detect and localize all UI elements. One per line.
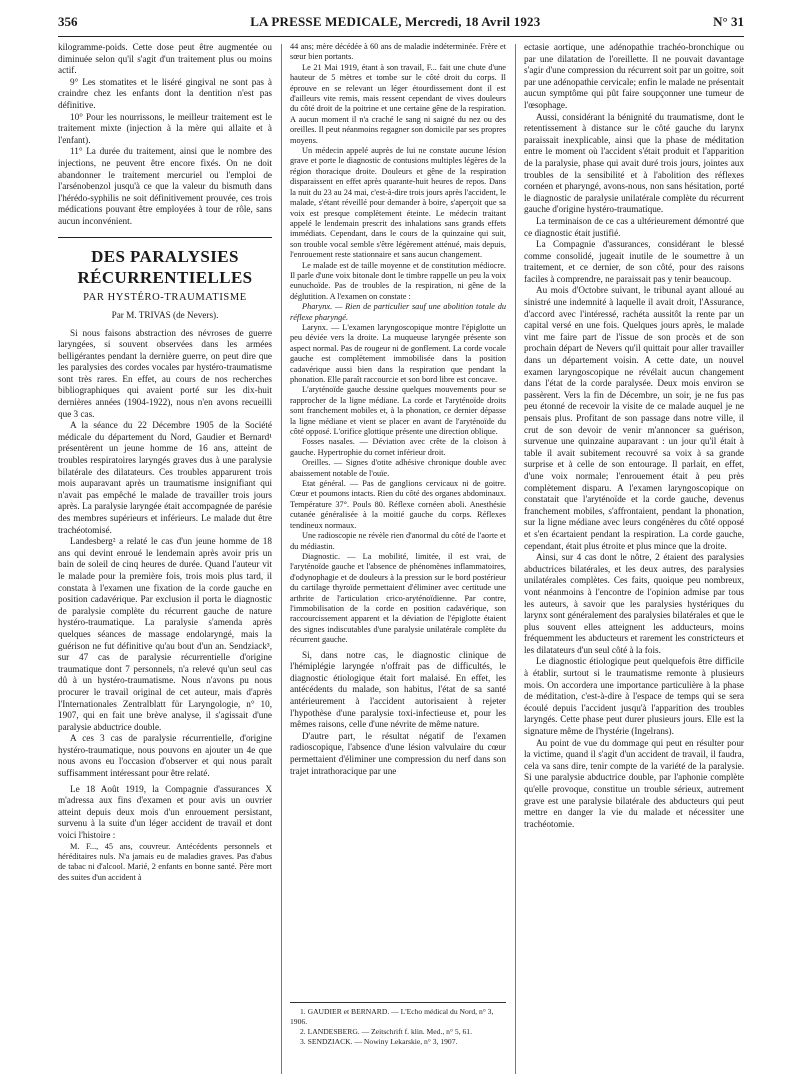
paragraph: A ces 3 cas de paralysie récurrentielle, d'origine hystéro-traumatique, nous pouvons en ajouter un 4e que nous avons eu l'occasion d'observer et qui nous paraît suffisamment intéressant pour être relaté.	[58, 733, 272, 779]
footnotes	[290, 1002, 506, 1047]
case-paragraph: 44 ans; mère décédée à 60 ans de maladie indéterminée. Frère et sœur bien portants.	[290, 42, 506, 62]
issue-number: N° 31	[713, 14, 744, 29]
paragraph: 10° Pour les nourrissons, le meilleur traitement est le traitement mixte (injection à la mère qui allaite et à l'enfant).	[58, 111, 272, 145]
paragraph: Au point de vue du dommage qui peut en résulter pour la victime, quand il s'agit d'un accident de travail, il faudra, cela va sans dire, tenir compte de la variété de la paralysie. Si une paralysie abductrice double, par l'aphonie complète qu'elle provoque, constitue un trouble sérieux, autrement grave est une paralysie bilatérale des abducteurs qui peut mettre en danger la vie du malade et nécessiter une trachéotomie.	[524, 737, 744, 829]
journal-title: LA PRESSE MEDICALE, Mercredi, 18 Avril 1923	[250, 14, 541, 29]
case-paragraph: Un médecin appelé auprès de lui ne constate aucune lésion grave et porte le diagnostic de contusions multiples légères de la région thoracique droite. Douleurs et gêne de la respiration disparaissent en effet après quarante-huit heures de repos. Dans la nuit du 23 au 24 mai, c'est-à-dire trois jours après l'accident, le malade, s'étant réveillé pour demander à boire, s'aperçoit que sa voix est presque complètement éteinte. Le médecin traitant appelé le lendemain prescrit des inhalations sans grands effets immédiats. Cependant, dans le cours de la quinzaine qui suit, son trouble vocal semble s'être légèrement atténué, mais depuis, l'enrouement reste stationnaire et sans aucun changement.	[290, 146, 506, 260]
column-1	[58, 42, 272, 1074]
footnote: 2. LANDESBERG. — Zeitschrift f. klin. Med., n° 5, 61.	[300, 1027, 472, 1036]
footnote: 3. SENDZIACK. — Nowiny Lekarskie, n° 3, 1907.	[300, 1037, 458, 1046]
paragraph: La Compagnie d'assurances, considérant le blessé comme consolidé, jugeait inutile de le soumettre à un traitement, et ce dernier, de son côté, pour des raisons faciles à comprendre, ne paraissait pas y tenir beaucoup.	[524, 239, 744, 284]
case-paragraph: Larynx. — L'examen laryngoscopique montre l'épiglotte un peu déviée vers la droite. La muqueuse laryngée présente son aspect normal. Pas de rougeur ni de gonflement. La corde vocale gauche est complètement immobilisée dans la position cadavérique aussi bien dans la respiration que pendant la phonation. Elle paraît raccourcie et son bord libre est concave.	[290, 322, 506, 384]
paragraph: Landesberg² a relaté le cas d'un jeune homme de 18 ans qui devint enroué le lendemain après avoir pris un bain de soleil de cinq heures de durée. Quand l'auteur vit le malade pour la première fois, trois mois plus tard, il constata à l'examen une fixation de la corde gauche en position cadavérique. Par exclusion il porta le diagnostic de paralysie complète du récurrent gauche de nature hystéro-traumatique. La paralysie s'amenda après quelques séances de massage endolaryngé, mais la guérison ne fut définitive qu'au bout d'un an. Sendziack³, sur 47 cas de paralysie récurrentielle d'origine traumatique dont 7 personnels, n'a relevé qu'un seul cas dû à un hystéro-traumatisme. Nous n'avons pu nous procurer le travail original de cet auteur, mais d'après l'Internationales Zentralblatt für Laryngologie, n° 10, 1907, qui en fait une brève analyse, il s'agissait d'une paralysie abductrice double.	[58, 536, 272, 732]
case-paragraph: Pharynx. — Rien de particulier sauf une abolition totale du réflexe pharyngé.	[290, 302, 506, 322]
paragraph: 11° La durée du traitement, ainsi que le nombre des injections, ne peuvent être encore fixés. On ne doit abandonner le traitement mercuriel ou l'emploi de l'arsénobenzol jusqu'à ce que la valeur du bismuth dans l'hérédo-syphilis ne soit définitivement prouvée, ces trois médications pouvant être employées à tour de rôle, sans aucun inconvénient.	[58, 146, 272, 226]
paragraph: D'autre part, le résultat négatif de l'examen radioscopique, l'absence d'une lésion valvulaire du cœur permettaient d'éliminer une compression du nerf dans son trajet intrathoracique par une	[290, 730, 506, 776]
column-divider	[515, 44, 516, 1074]
paragraph: Le 18 Août 1919, la Compagnie d'assurances X m'adressa aux fins d'examen et pour avis un ouvrier atteint depuis deux mois d'un enrouement persistant, survenu à la suite d'un léger accident de travail et dont voici l'histoire :	[58, 783, 272, 841]
case-history: M. F..., 45 ans, couvreur. Antécédents personnels et héréditaires nuls. N'a jamais eu de maladies graves. Pas d'abus de tabac ni d'alcool. Marié, 2 enfants en bonne santé. Père mort des suites d'un accident à	[58, 841, 272, 882]
paragraph: Ainsi, sur 4 cas dont le nôtre, 2 étaient des paralysies abductrices bilatérales, et les deux autres, des paralysies unilatérales complètes. Ces faits, quoique peu nombreux, vont néanmoins à l'encontre de l'opinion admise par tous les auteurs, à savoir que les paralysies hystériques du larynx sont généralement des paralysies bilatérales et que le plus souvent elles atteignent les adducteurs, moins fréquemment les abducteurs et rarement les constricteurs et les dilatateurs d'un seul côté à la fois.	[524, 552, 744, 655]
article-title-line-1: DES PARALYSIES	[91, 246, 239, 266]
paragraph: ectasie aortique, une adénopathie trachéo-bronchique ou par une dilatation de l'oreillette. Il ne pouvait davantage s'agir d'une compression du récurrent soit par un goitre, soit par une adénopathie cervicale; enfin le malade ne présentait aucun symptôme qui pût faire soupçonner une tumeur de l'œsophage.	[524, 42, 744, 110]
paragraph: 9° Les stomatites et le liséré gingival ne sont pas à craindre chez les enfants dont la dentition n'est pas définitive.	[58, 76, 272, 110]
paragraph: La terminaison de ce cas a ultérieurement démontré que ce diagnostic était justifié.	[524, 215, 744, 238]
paragraph: Le diagnostic étiologique peut quelquefois être difficile à établir, surtout si le traumatisme remonte à plusieurs mois. On accordera une importance particulière à la phase de méditation, c'est-à-dire à l'espace de temps qui se sera écoulé depuis l'accident jusqu'à l'apparition des troubles laryngés. Cette phase peut durer plusieurs jours. Elle est la signature même de l'hystérie (Ingelrans).	[524, 656, 744, 737]
header-rule	[58, 36, 744, 37]
case-paragraph: Une radioscopie ne révèle rien d'anormal du côté de l'aorte et du médiastin.	[290, 531, 506, 551]
paragraph: kilogramme-poids. Cette dose peut être augmentée ou diminuée selon qu'il s'agit d'un traitement plus ou moins actif.	[58, 42, 272, 76]
column-divider	[281, 44, 282, 1074]
article-title-line-2: RÉCURRENTIELLES	[77, 267, 253, 287]
page-header	[58, 10, 744, 34]
article-title	[58, 237, 272, 305]
paragraph: Aussi, considérant la bénignité du traumatisme, dont le retentissement à distance sur le côté gauche du larynx paraissait inexplicable, ainsi que la phase de méditation entre le moment où l'accident s'était produit et l'apparition de la paralysie, phase qui avait duré trois jours, jointes aux troubles de la sensibilité et à l'abolition des réflexes cornéen et pharyngé, avons-nous, non sans hésitation, porté le diagnostic de paralysie unilatérale complète du récurrent gauche d'origine hystéro-traumatique.	[524, 111, 744, 215]
case-paragraph: Oreilles. — Signes d'otite adhésive chronique double avec abaissement notable de l'ouïe.	[290, 458, 506, 478]
paragraph: Au mois d'Octobre suivant, le tribunal ayant alloué au sinistré une indemnité à laquelle il avait droit, l'Assurance, d'accord avec l'intéressé, rachéta aussitôt la rente par un capital versé en une fois. Quelques jours après, le malade vint me faire part de l'issue de son procès et de son prochain départ de Nevers qu'il quittait pour aller travailler dans un département voisin. A cette date, un nouvel examen laryngoscopique ne révélait aucun changement dans l'état de la corde paralysée. Deux mois environ se passèrent. Vers la fin de Décembre, un soir, je ne fus pas peu étonné de recevoir la visite de ce malade auquel je ne pensais plus. Profitant de son passage dans notre ville, il crut de son devoir de venir m'annoncer sa guérison, survenue une quinzaine auparavant : un jour qu'il était à table il avait subitement recouvré sa voix à sa grande surprise et à celle de son entourage. Il parlait, en effet, d'une voix normale; l'enrouement était à peu près complètement disparu. A l'examen laryngoscopique on constatait que l'aryténoïde et la corde gauche, devenus franchement mobiles, s'affrontaient, pendant la phonation, sur la ligne médiane avec leurs congénères du côté opposé et s'en écartaient pendant la respiration. La corde gauche, cependant, était plus étroite et plus mince que la droite.	[524, 285, 744, 551]
case-paragraph: Diagnostic. — La mobilité, limitée, il est vrai, de l'aryténoïde gauche et l'absence de phénomènes inflammatoires, d'odynophagie et de douleurs à la pression sur le bord postérieur du cartilage thyroïde permettaient d'éliminer avec certitude une arthrite de l'articulation crico-aryténoïdienne. Par contre, l'immobilisation de la corde en position cadavérique, son raccourcissement apparent et la déviation de l'épiglotte étaient des signes indiscutables d'une paralysie unilatérale complète du récurrent gauche.	[290, 551, 506, 645]
paragraph: A la séance du 22 Décembre 1905 de la Société médicale du département du Nord, Gaudier et Bernard¹ présentèrent un jeune homme de 16 ans, atteint de troubles respiratoires laryngés graves dus à une paralysie bilatérale des dilatateurs. Ces troubles apparurent trois mois auparavant après un traumatisme insignifiant qui n'avait pas empêché le malade de travailler trois jours après. La paralysie laryngée était accompagnée de parésie des membres supérieurs et inférieurs. Le malade dut être trachéotomisé.	[58, 420, 272, 535]
footnote: 1. GAUDIER et BERNARD. — L'Echo médical du Nord, n° 3, 1906.	[290, 1007, 494, 1026]
case-paragraph: Fosses nasales. — Déviation avec crête de la cloison à gauche. Hypertrophie du cornet inférieur droit.	[290, 437, 506, 457]
case-paragraph: Le 21 Mai 1919, étant à son travail, F... fait une chute d'une hauteur de 5 mètres et tombe sur le côté droit du corps. Il éprouve en se relevant un léger étourdissement dont il est d'ailleurs vite remis, mais ressent cependant de vives douleurs du côté droit de la poitrine et une certaine gêne de la respiration. A aucun moment il n'a craché le sang ni saigné du nez ou des oreilles. Il peut néanmoins regagner son domicile par ses propres moyens.	[290, 62, 506, 145]
column-2	[290, 42, 506, 1074]
page-number: 356	[58, 14, 78, 29]
paragraph: Si, dans notre cas, le diagnostic clinique de l'hémiplégie laryngée n'offrait pas de difficultés, le diagnostic étiologique était fort malaisé. En effet, les antécédents du malade, son habitus, l'état de sa santé antérieurement à l'accident autorisaient à rejeter l'hypothèse d'une paralysie toxi-infectieuse et, pour les mêmes raisons, celle d'une névrite de même nature.	[290, 649, 506, 730]
case-paragraph: Etat général. — Pas de ganglions cervicaux ni de goitre. Cœur et poumons intacts. Rien du côté des organes abdominaux. Température 37°. Pouls 80. Réflexe cornéen aboli. Anesthésie cutanée généralisée à la moitié gauche du corps. Réflexes tendineux normaux.	[290, 479, 506, 530]
article-subtitle: PAR HYSTÉRO-TRAUMATISME	[83, 291, 247, 303]
case-paragraph: L'aryténoïde gauche dessine quelques mouvements pour se rapprocher de la ligne médiane. La corde et l'aryténoïde droits sont franchement mobiles et, à la phonation, ce dernier dépasse la ligne médiane et vient se placer en avant de l'aryténoïde du côté opposé. L'orifice glottique présente une direction oblique.	[290, 385, 506, 437]
article-author: Par M. TRIVAS (de Nevers).	[111, 309, 219, 320]
case-paragraph: Le malade est de taille moyenne et de constitution médiocre. Il parle d'une voix bitonale dont le timbre rappelle un peu la voix eunuchoïde. Pas de troubles de la respiration, ni gêne de la déglutition. A l'examen on constate :	[290, 260, 506, 301]
column-3	[524, 42, 744, 1074]
paragraph: Si nous faisons abstraction des névroses de guerre laryngées, si souvent observées dans les armées belligérantes pendant la dernière guerre, on peut dire que les paralysies des cordes vocales par hystéro-traumatisme sont très rares. En effet, au cours de nos recherches bibliographiques qui avaient porté sur les dix-huit dernières années (1904-1922), nous n'en avons recueilli que 3 cas.	[58, 327, 272, 419]
